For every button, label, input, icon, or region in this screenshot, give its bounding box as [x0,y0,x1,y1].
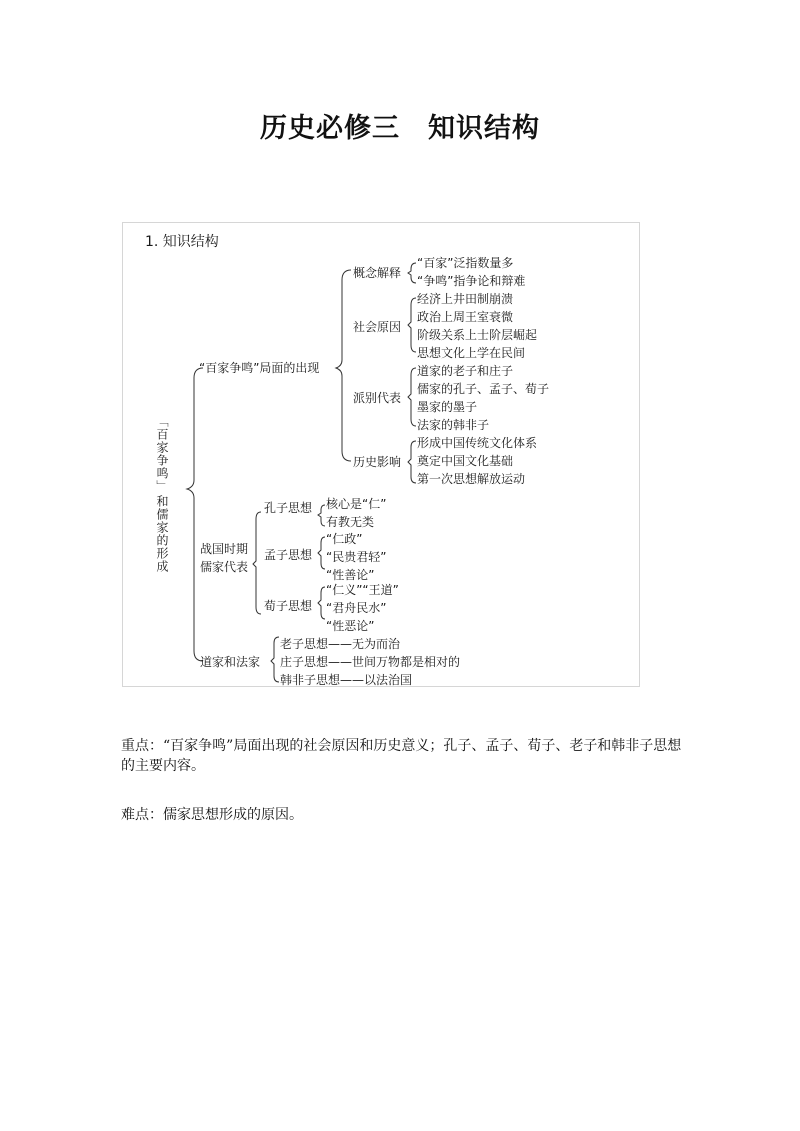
group-label-mencius: 孟子思想 [264,548,313,562]
list-item: “仁政” [326,532,363,546]
list-item: 形成中国传统文化体系 [417,436,538,450]
figure-heading: 1. 知识结构 [145,234,219,250]
list-item: 政治上周王室衰微 [417,310,514,324]
branch3-label: 道家和法家 [200,655,261,669]
brace-mencius [318,537,325,569]
key-points-paragraph: 重点：“百家争鸣”局面出现的社会原因和历史意义；孔子、孟子、荀子、老子和韩非子思想的主要内容。 [121,738,682,774]
root-label-part1: 「百家争鸣」 [155,415,169,493]
page-title: 历史必修三 知识结构 [260,113,540,144]
brace-school [408,368,416,426]
list-item: “仁义”“王道” [326,583,399,597]
group-label-concept: 概念解释 [353,266,402,280]
list-item: 奠定中国文化基础 [417,454,514,468]
list-item: “百家”泛指数量多 [417,256,514,270]
list-item: 庄子思想——世间万物都是相对的 [280,655,461,669]
branch2-brace [253,512,261,614]
branch2-label-line2: 儒家代表 [200,560,249,574]
list-item: 老子思想——无为而治 [280,637,401,651]
list-item: 儒家的孔子、孟子、荀子 [417,382,550,396]
group-label-impact: 历史影响 [353,455,402,469]
list-item: 有教无类 [326,515,375,529]
list-item: “争鸣”指争论和辩难 [417,274,526,288]
branch1-brace [336,270,351,461]
list-item: 核心是“仁” [326,497,387,511]
list-item: “民贵君轻” [326,550,387,564]
list-item: “君舟民水” [326,601,387,615]
group-label-reason: 社会原因 [353,320,402,334]
brace-reason [408,298,416,352]
list-item: 第一次思想解放运动 [417,472,526,486]
brace-confucius [318,505,325,526]
list-item: “性恶论” [326,619,375,633]
list-item: 法家的韩非子 [417,418,490,432]
brace-xunzi [318,587,325,619]
list-item: 墨家的墨子 [417,400,478,414]
brace-impact [408,441,416,483]
list-item: 道家的老子和庄子 [417,364,514,378]
list-item: 思想文化上学在民间 [417,346,526,360]
difficulty-paragraph: 难点：儒家思想形成的原因。 [121,807,303,823]
branch3-brace [271,637,279,682]
brace-concept [408,263,416,283]
list-item: “性善论” [326,568,375,582]
group-label-school: 派别代表 [353,391,402,405]
list-item: 韩非子思想——以法治国 [280,673,413,687]
knowledge-structure-figure [122,222,640,687]
branch1-label: “百家争鸣”局面的出现 [199,361,320,375]
list-item: 经济上井田制崩溃 [417,292,514,306]
list-item: 阶级关系上士阶层崛起 [417,328,538,342]
group-label-xunzi: 荀子思想 [264,599,313,613]
group-label-confucius: 孔子思想 [264,501,313,515]
root-label-part2: 和儒家的形成 [155,495,169,573]
branch2-label-line1: 战国时期 [200,542,249,556]
root-brace [187,368,203,661]
